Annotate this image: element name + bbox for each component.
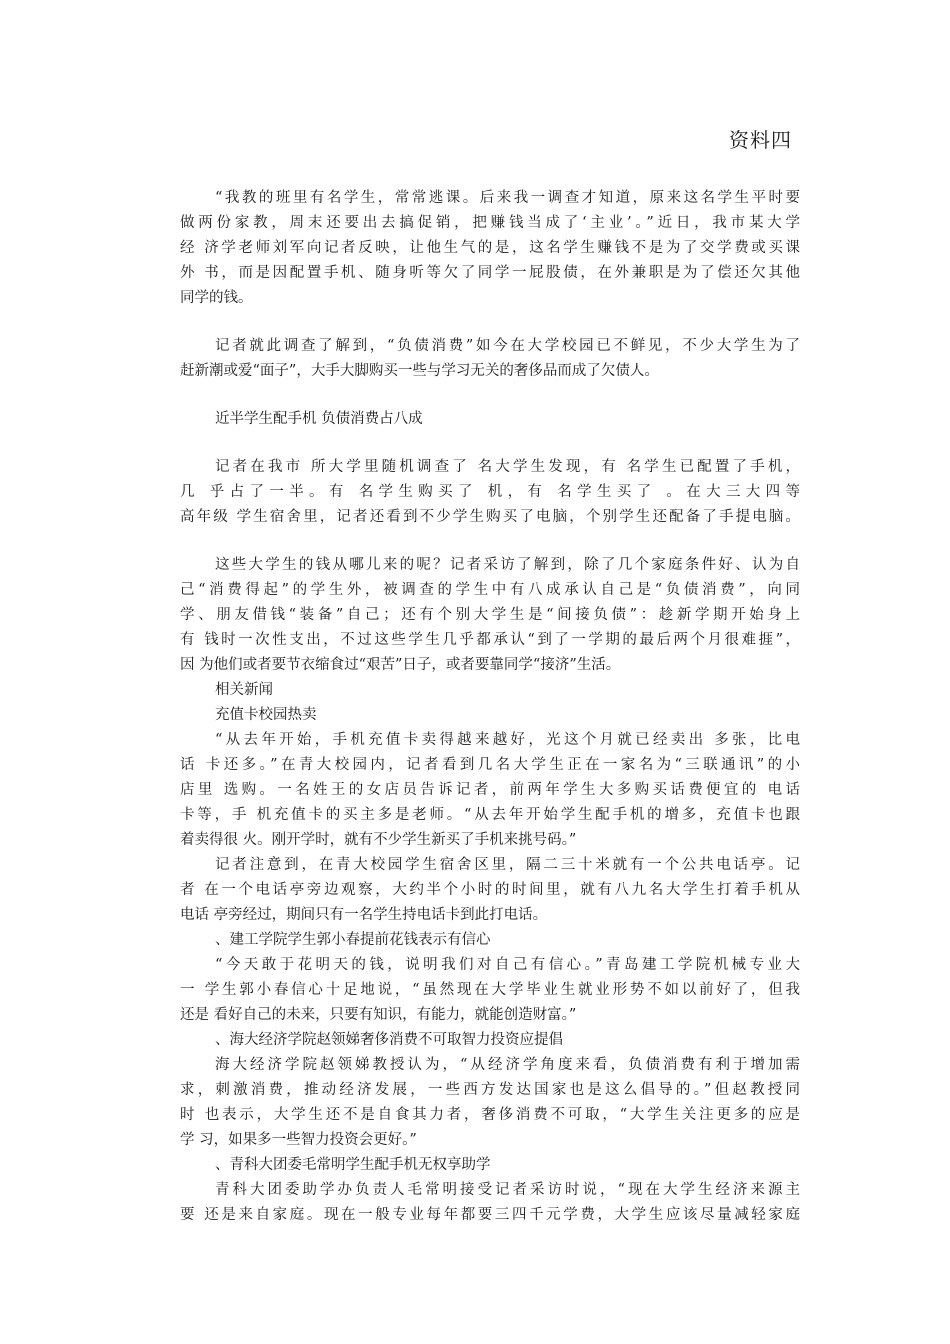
section-heading: 、海大经济学院赵领娣奢侈消费不可取智力投资应提倡 bbox=[215, 1032, 563, 1048]
document-title: 资料四 bbox=[729, 128, 792, 152]
paragraph-line: 记者就此调查了解到，“负债消费”如今在大学校园已不鲜见，不少大学生为了 bbox=[215, 338, 800, 354]
paragraph-line: “从去年开始，手机充值卡卖得越来越好，光这个月就已经卖出 多张，比电 bbox=[215, 732, 800, 748]
paragraph-line: 要 还是来自家庭。现在一般专业每年都要三四千元学费，大学生应该尽量减轻家庭 bbox=[180, 1207, 800, 1223]
paragraph-line: 一 学生郭小春信心十足地说，“虽然现在大学毕业生就业形势不如以前好了，但我 bbox=[180, 982, 800, 998]
paragraph-line: 记者注意到，在青大校园学生宿舍区里，隔二三十米就有一个公共电话亭。记 bbox=[215, 857, 800, 873]
paragraph-line: 还是 看好自己的未来，只要有知识，有能力，就能创造财富。” bbox=[180, 1007, 577, 1023]
paragraph-line: “今天敢于花明天的钱，说明我们对自己有信心。”青岛建工学院机械专业大 bbox=[215, 957, 800, 973]
paragraph-line: 有 钱时一次性支出，不过这些学生几乎都承认“到了一学期的最后两个月很难捱”， bbox=[180, 632, 800, 648]
paragraph-line: 话 卡还多。”在青大校园内，记者看到几名大学生正在一家名为“三联通讯”的小 bbox=[180, 757, 800, 773]
paragraph-line: 赶新潮或爱“面子”，大手大脚购买一些与学习无关的奢侈品而成了欠债人。 bbox=[180, 363, 659, 379]
paragraph-line: 记者在我市 所大学里随机调查了 名大学生发现，有 名学生已配置了手机， bbox=[215, 459, 800, 475]
section-heading: 、青科大团委毛常明学生配手机无权享助学 bbox=[215, 1157, 491, 1173]
paragraph-line: 学 习，如果多一些智力投资会更好。” bbox=[180, 1132, 417, 1148]
paragraph-line: 电话 亭旁经过，期间只有一名学生持电话卡到此打电话。 bbox=[180, 907, 548, 923]
paragraph-line: 因 为他们或者要节衣缩食过“艰苦”日子，或者要靠同学“接济”生活。 bbox=[180, 657, 621, 673]
paragraph-line: 外 书，而是因配置手机、随身听等欠了同学一屁股债，在外兼职是为了偿还欠其他 bbox=[180, 265, 800, 281]
section-heading: 相关新闻 bbox=[215, 682, 273, 698]
section-heading: 近半学生配手机 负债消费占八成 bbox=[215, 411, 423, 427]
paragraph-line: 着卖得很 火。刚开学时，就有不少学生新买了手机来挑号码。” bbox=[180, 832, 577, 848]
paragraph-line: 学、朋友借钱“装备”自己；还有个别大学生是“间接负债”：趁新学期开始身上 bbox=[180, 607, 800, 623]
paragraph-line: 同学的钱。 bbox=[180, 290, 253, 306]
paragraph-line: 己“消费得起”的学生外，被调查的学生中有八成承认自己是“负债消费”，向同 bbox=[180, 582, 800, 598]
paragraph-line: 高年级 学生宿舍里，记者还看到不少学生购买了电脑，个别学生还配备了手提电脑。 bbox=[180, 509, 800, 525]
paragraph-line: 这些大学生的钱从哪儿来的呢？记者采访了解到，除了几个家庭条件好、认为自 bbox=[215, 557, 800, 573]
paragraph-line: 做两份家教，周末还要出去搞促销，把赚钱当成了‘主业’。”近日，我市某大学 bbox=[180, 215, 800, 231]
paragraph-line: 求，刺激消费，推动经济发展，一些西方发达国家也是这么倡导的。”但赵教授同 bbox=[180, 1082, 800, 1098]
paragraph-line: 海大经济学院赵领娣教授认为，“从经济学角度来看，负债消费有利于增加需 bbox=[215, 1057, 800, 1073]
paragraph-line: 者 在一个电话亭旁边观察，大约半个小时的时间里，就有八九名大学生打着手机从 bbox=[180, 882, 800, 898]
paragraph-line: 时 也表示，大学生还不是自食其力者，奢侈消费不可取，“大学生关注更多的应是 bbox=[180, 1107, 800, 1123]
section-heading: 、建工学院学生郭小春提前花钱表示有信心 bbox=[215, 932, 491, 948]
paragraph-line: 店里 选购。一名姓王的女店员告诉记者，前两年学生大多购买话费便宜的 电话 bbox=[180, 782, 800, 798]
paragraph-line: 几 乎占了一半。有 名学生购买了 机，有 名学生买了 。在大三大四等 bbox=[180, 484, 800, 500]
paragraph-line: 经 济学老师刘军向记者反映，让他生气的是，这名学生赚钱不是为了交学费或买课 bbox=[180, 240, 800, 256]
section-heading: 充值卡校园热卖 bbox=[215, 707, 317, 723]
paragraph-line: “我教的班里有名学生，常常逃课。后来我一调查才知道，原来这名学生平时要 bbox=[215, 190, 800, 206]
paragraph-line: 卡等，手 机充值卡的买主多是老师。“从去年开始学生配手机的增多，充值卡也跟 bbox=[180, 807, 800, 823]
paragraph-line: 青科大团委助学办负责人毛常明接受记者采访时说，“现在大学生经济来源主 bbox=[215, 1182, 800, 1198]
